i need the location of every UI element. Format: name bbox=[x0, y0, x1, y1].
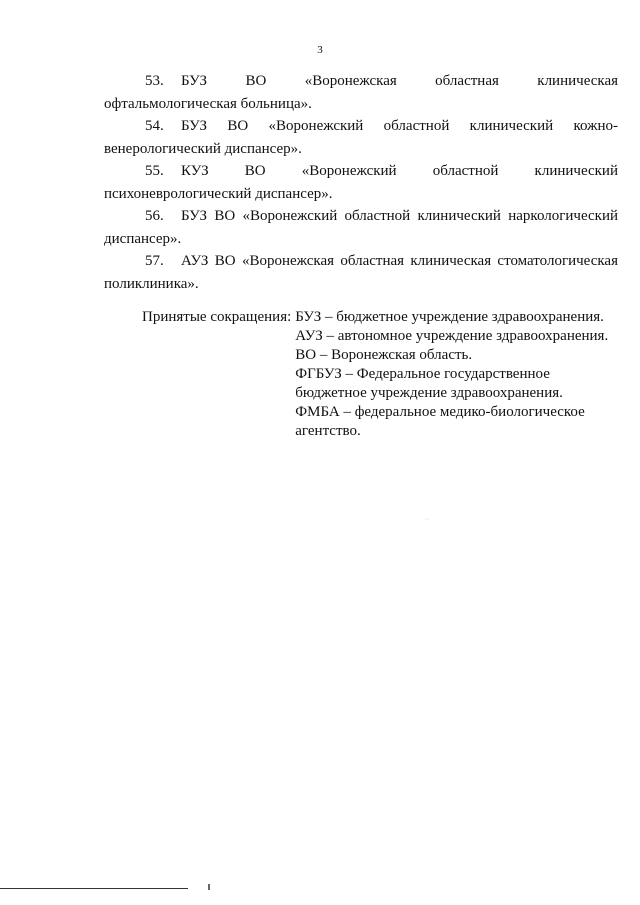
item-number: 56. bbox=[145, 208, 164, 224]
item-text-continued: офтальмологическая больница». bbox=[104, 95, 312, 112]
item-text: КУЗ ВО «Воронежский областной клинический bbox=[181, 163, 618, 179]
abbreviations-block bbox=[142, 308, 622, 441]
item-text: АУЗ ВО «Воронежская областная клиническая стоматологическая bbox=[181, 253, 618, 269]
list-item bbox=[104, 205, 618, 250]
footer-rule bbox=[0, 888, 188, 889]
item-text: БУЗ ВО «Воронежский областной клинический кожно- bbox=[181, 118, 618, 134]
item-number: 55. bbox=[145, 163, 164, 179]
abbreviation-entry: БУЗ – бюджетное учреждение здравоохранения. bbox=[295, 309, 604, 325]
abbreviation-entry: ФГБУЗ – Федеральное государственное бюджетное учреждение здравоохранения. bbox=[295, 366, 563, 401]
item-text: БУЗ ВО «Воронежский областной клинический наркологический bbox=[181, 208, 618, 224]
page-number: 3 bbox=[317, 44, 323, 56]
item-text-continued: диспансер». bbox=[104, 230, 182, 247]
item-text-continued: венерологический диспансер». bbox=[104, 140, 302, 157]
item-text-continued: психоневрологический диспансер». bbox=[104, 185, 333, 202]
list-item bbox=[104, 160, 618, 205]
abbreviations-list bbox=[295, 308, 621, 441]
list-item bbox=[104, 115, 618, 160]
item-number: 57. bbox=[145, 253, 164, 269]
list-item bbox=[104, 250, 618, 295]
item-number: 54. bbox=[145, 118, 164, 134]
list-item bbox=[104, 70, 618, 115]
item-text: БУЗ ВО «Воронежская областная клиническая bbox=[181, 73, 618, 89]
item-number: 53. bbox=[145, 73, 164, 89]
footer-mark bbox=[208, 884, 210, 890]
abbreviation-entry: ФМБА – федеральное медико-биологическое агентство. bbox=[295, 404, 585, 439]
scan-speck: ·· bbox=[425, 517, 429, 523]
item-text-continued: поликлиника». bbox=[104, 275, 199, 292]
institution-list bbox=[104, 70, 618, 295]
abbreviations-label: Принятые сокращения: bbox=[142, 309, 292, 325]
abbreviation-entry: ВО – Воронежская область. bbox=[295, 347, 473, 363]
abbreviation-entry: АУЗ – автономное учреждение здравоохранения. bbox=[295, 328, 609, 344]
